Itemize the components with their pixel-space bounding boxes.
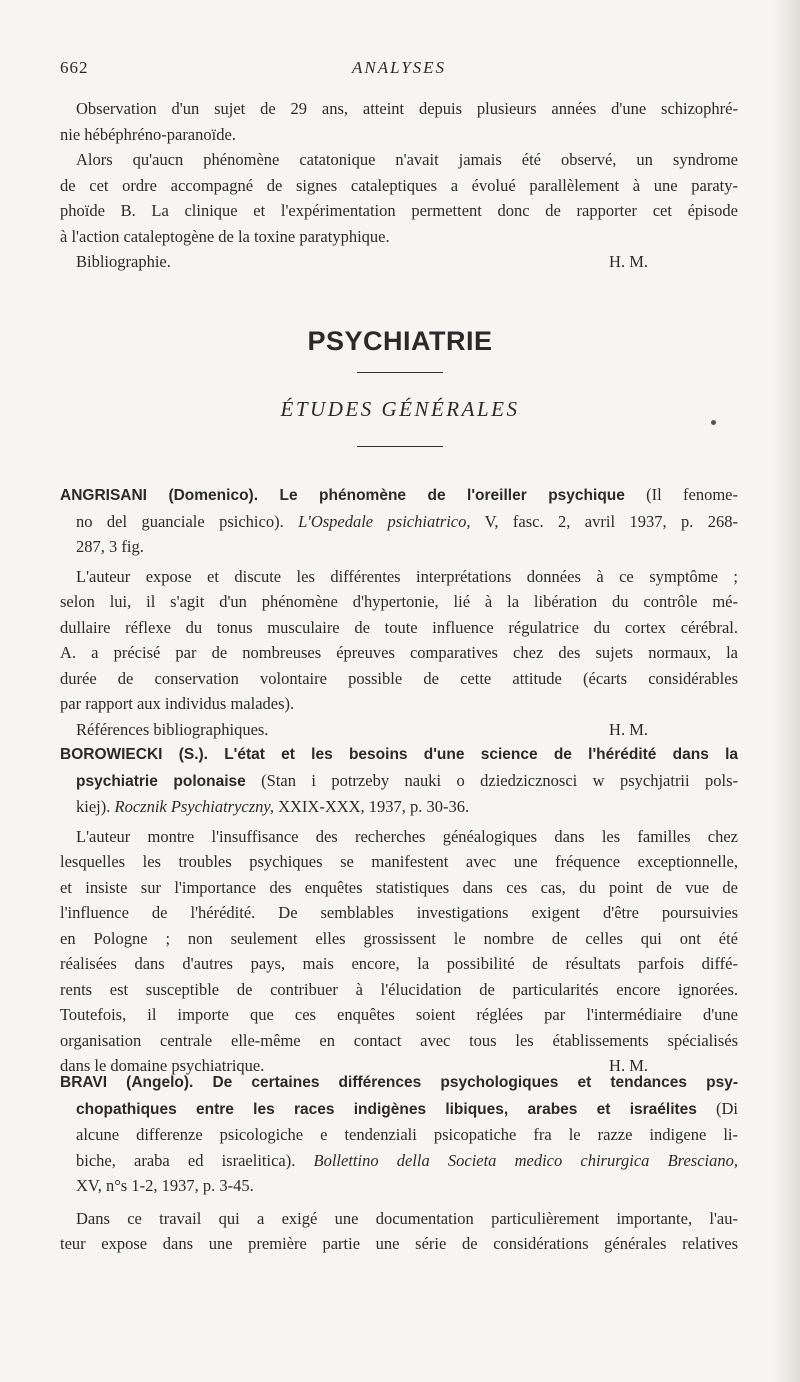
citation-line	[60, 1069, 738, 1096]
text-line: de cet ordre accompagné de signes cataleptiques a évolué parallèlement à une paraty-	[60, 175, 738, 195]
text-line: à l'action cataleptogène de la toxine paratyphique.	[60, 226, 390, 246]
citation-line: 287, 3 fig.	[76, 537, 144, 556]
page-edge-shadow	[772, 0, 800, 1382]
divider	[357, 372, 443, 373]
reference: V, fasc. 2, avril 1937, p. 268-	[470, 511, 738, 531]
text-line: selon lui, il s'agit d'un phénomène d'hypertonie, lié à la libération du contrôle mé-	[60, 592, 738, 611]
review-angrisani	[60, 482, 738, 742]
text-line: dans le domaine psychiatrique.	[60, 1056, 265, 1075]
text-line: organisation centrale elle-même en contact avec tous les établissements spécialisés	[60, 1030, 738, 1050]
text-line: par rapport aux individus malades).	[60, 694, 295, 713]
bibliography-line	[60, 249, 738, 275]
citation-line	[60, 741, 738, 768]
original-title: (Di	[696, 1098, 738, 1118]
author-firstname: (Angelo).	[107, 1074, 213, 1091]
text-line: en Pologne ; non seulement elles grossissent le nombre de celles qui ont été	[60, 928, 738, 948]
article-title: psychiatrie polonaise	[76, 772, 246, 790]
text-line: Dans ce travail qui a exigé une documentation particulièrement importante, l'au-	[76, 1208, 738, 1228]
review-borowiecki	[60, 741, 738, 1079]
citation-line	[60, 1148, 738, 1174]
citation-line	[60, 509, 738, 535]
journal-name: L'Ospedale psichiatrico,	[298, 511, 471, 531]
ink-spot	[711, 420, 716, 425]
original-title: (Stan i potrzeby nauki o dziedzicznosci w psychjatrii pols-	[245, 770, 738, 790]
divider	[357, 446, 443, 447]
original-title: kiej).	[76, 797, 115, 816]
author-firstname: (S.).	[162, 746, 225, 763]
text-line: et insiste sur l'importance des enquêtes statistiques dans ces cas, du point de vue de	[60, 877, 738, 897]
text-line: L'auteur expose et discute les différentes interprétations données à ce symptôme ;	[76, 566, 738, 586]
text-line: A. a précisé par de nombreuses épreuves comparatives chez des sujets normaux, la	[60, 643, 738, 662]
text-line: teur expose dans une première partie une série de considérations générales relatives	[60, 1234, 738, 1253]
citation-line	[60, 1096, 738, 1123]
author-name: BRAVI	[60, 1074, 108, 1091]
text-line: lesquelles les troubles psychiques se manifestent avec une fréquence exceptionnelle,	[60, 852, 738, 871]
article-title: chopathiques entre les races indigènes libiques, arabes et israélites	[76, 1100, 697, 1118]
text-line: L'auteur montre l'insuffisance des recherches généalogiques dans les familles chez	[76, 826, 738, 846]
citation-line	[60, 768, 738, 795]
article-title: L'état et les besoins d'une science de l'hérédité dans la	[224, 746, 738, 763]
author-name: BOROWIECKI	[60, 746, 163, 763]
references-label: Références bibliographiques.	[76, 719, 269, 739]
text-line: rents est susceptible de contribuer à l'élucidation de particularités encore ignorées.	[60, 979, 738, 999]
citation-line: XV, n°s 1-2, 1937, p. 3-45.	[76, 1176, 254, 1195]
reviewer-signature: H. M.	[609, 252, 648, 271]
article-title: Le phénomène de l'oreiller psychique	[279, 487, 625, 504]
journal-name: Rocznik Psychiatryczny,	[114, 797, 274, 816]
text-line: phoïde B. La clinique et l'expérimentation permettent donc de rapporter cet épisode	[60, 201, 738, 220]
page-header	[60, 58, 738, 82]
references-line	[60, 717, 738, 743]
citation-line	[60, 794, 738, 820]
text-line: réalisées dans d'autres pays, mais encore, la possibilité de résultats parfois diffé-	[60, 954, 738, 973]
citation-line: alcune differenze psicologiche e tendenziali psicopatiche fra le razze indigene li-	[76, 1125, 738, 1144]
reviewer-signature: H. M.	[609, 1056, 648, 1075]
text-line: Observation d'un sujet de 29 ans, atteint depuis plusieurs années d'une schizophré-	[76, 99, 738, 118]
text-line: Alors qu'aucn phénomène catatonique n'avait jamais été observé, un syndrome	[76, 150, 738, 169]
text-line: Toutefois, il importe que ces enquêtes soient réglées par l'intermédiaire d'une	[60, 1005, 738, 1024]
journal-name: Bollettino della Societa medico chirurgica Bresciano,	[313, 1150, 738, 1170]
citation-line	[60, 482, 738, 509]
original-title: biche, araba ed israelitica).	[76, 1150, 314, 1170]
subsection-title: ÉTUDES GÉNÉRALES	[280, 397, 520, 421]
page-number: 662	[60, 58, 89, 77]
section-title: PSYCHIATRIE	[307, 326, 493, 356]
text-line: nie hébéphréno-paranoïde.	[60, 124, 236, 144]
original-title: no del guanciale psichico).	[76, 511, 299, 531]
original-title: (Il fenome-	[624, 485, 738, 504]
previous-review	[60, 96, 738, 275]
reviewer-signature: H. M.	[609, 719, 648, 739]
running-title: ANALYSES	[351, 58, 447, 77]
reference: XXIX-XXX, 1937, p. 30-36.	[273, 797, 470, 816]
author-firstname: (Domenico).	[146, 487, 280, 504]
text-line: dullaire réflexe du tonus musculaire de toute influence régulatrice du cortex cérébral.	[60, 617, 738, 637]
text-line: l'influence de l'hérédité. De semblables investigations exigent d'être poursuivies	[60, 903, 738, 922]
article-title: De certaines différences psychologiques et tendances psy-	[212, 1074, 738, 1091]
author-name: ANGRISANI	[60, 487, 147, 504]
text-line: durée de conservation volontaire possible de cette attitude (écarts considérables	[60, 668, 738, 688]
review-bravi	[60, 1069, 738, 1257]
bibliography-label: Bibliographie.	[76, 252, 171, 271]
